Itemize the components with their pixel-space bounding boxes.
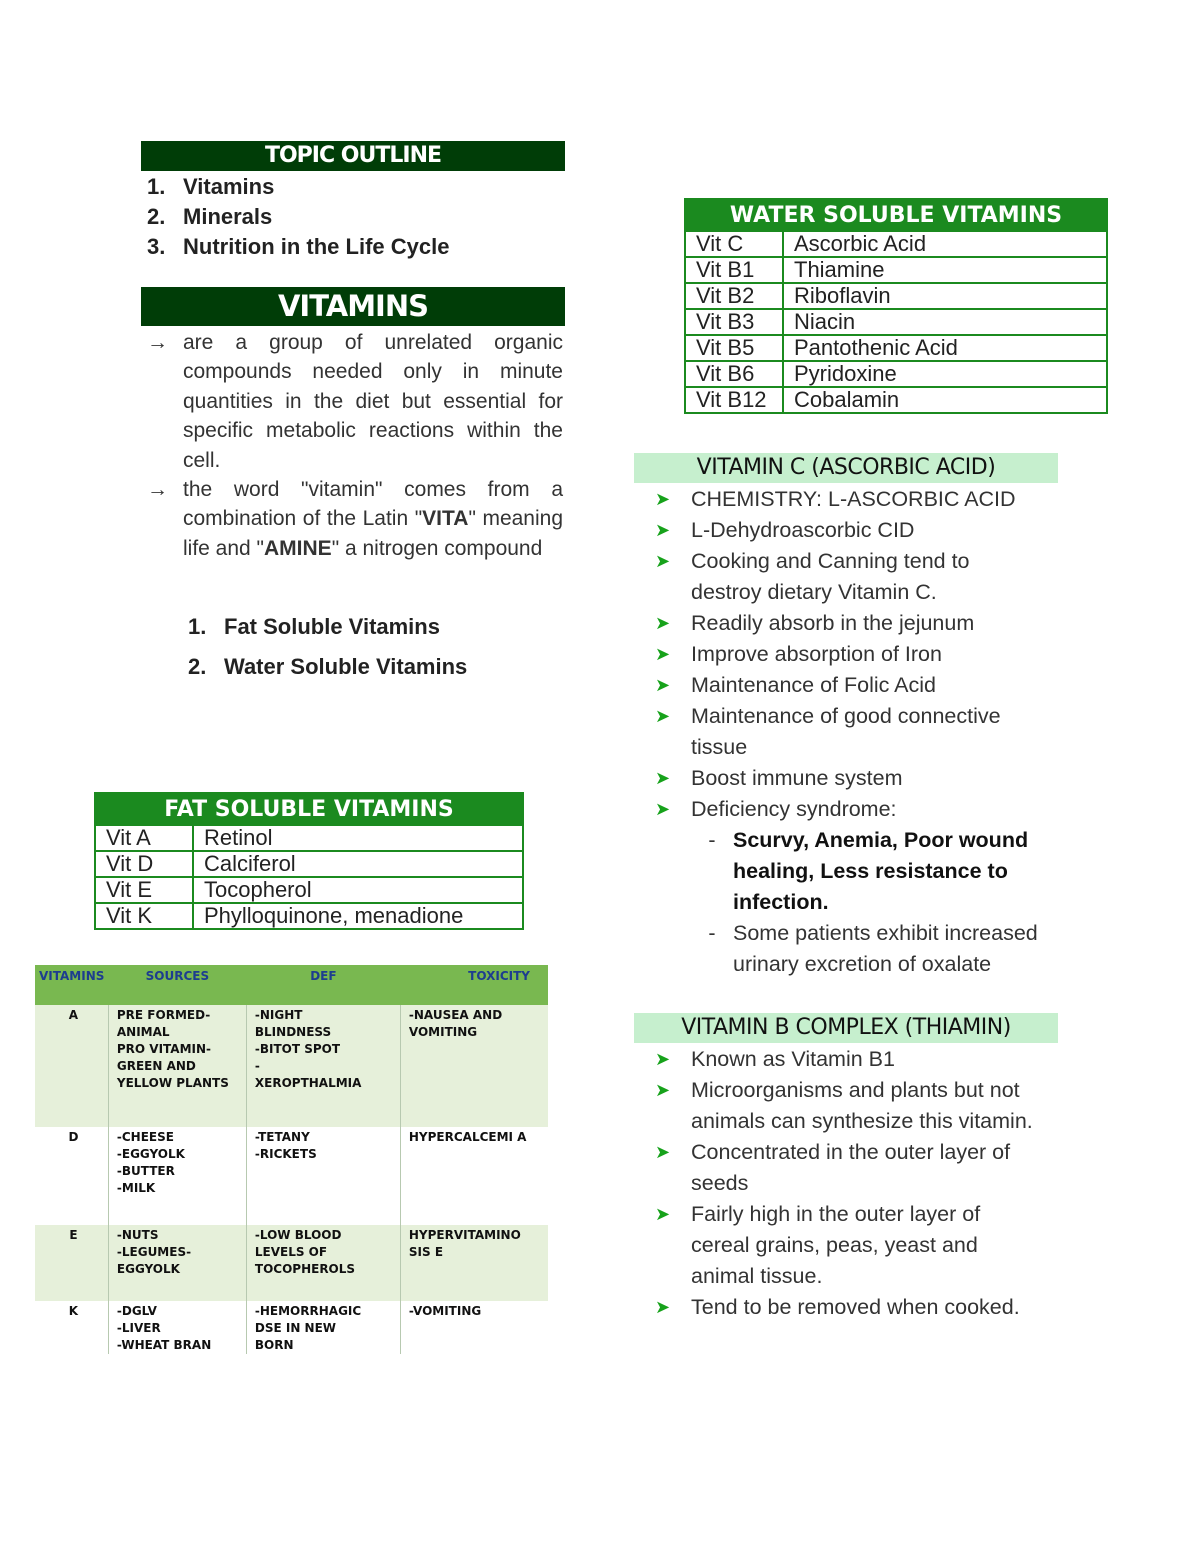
outline-item (147, 232, 567, 262)
chemical-name: Niacin (783, 309, 1107, 335)
chemical-name: Riboflavin (783, 283, 1107, 309)
amine-word: AMINE (264, 536, 332, 560)
list-item (655, 1199, 1035, 1292)
sources-cell: -CHEESE -EGGYOLK -BUTTER -MILK (108, 1127, 246, 1225)
list-item (655, 1137, 1035, 1199)
list-item-text: CHEMISTRY: L-ASCORBIC ACID (691, 487, 1016, 511)
outline-item (147, 202, 567, 232)
table-row (35, 1225, 548, 1301)
chemical-name: Ascorbic Acid (783, 231, 1107, 257)
vitamin-type-item (188, 607, 467, 647)
chevron-right-icon: ➤ (655, 1297, 671, 1317)
vitamins-heading: VITAMINS (141, 287, 565, 326)
list-item (655, 763, 1065, 794)
table-row (685, 361, 1107, 387)
col-header-vitamins: VITAMINS (35, 965, 108, 1005)
type-label: Fat Soluble Vitamins (224, 614, 440, 639)
vitamins-definition-list (147, 328, 563, 563)
chemical-name: Thiamine (783, 257, 1107, 283)
etymology-part: the word "vitamin" comes from a combination of the Latin " (183, 478, 563, 531)
toxicity-cell: HYPERVITAMINO SIS E (400, 1225, 548, 1301)
type-number: 2. (188, 654, 207, 679)
outline-number: 2. (147, 204, 166, 229)
vitamin-name: Vit B12 (685, 387, 783, 413)
chevron-right-icon: ➤ (655, 706, 671, 726)
sublist-text: Some patients exhibit increased urinary excretion of oxalate (733, 921, 1038, 976)
table-row (35, 1127, 548, 1225)
sources-cell: -DGLV -LIVER -WHEAT BRAN (108, 1301, 246, 1354)
table-row (35, 1005, 548, 1127)
fat-soluble-heading: FAT SOLUBLE VITAMINS (95, 793, 523, 825)
dash-bullet: - (708, 921, 716, 945)
vitamin-b-list (655, 1044, 1035, 1323)
chemical-name: Calciferol (193, 851, 523, 877)
vitamin-name: Vit D (95, 851, 193, 877)
toxicity-cell: -NAUSEA AND VOMITING (400, 1005, 548, 1127)
list-item-text: Microorganisms and plants but not animals can synthesize this vitamin. (691, 1078, 1033, 1133)
list-item-text: Cooking and Canning tend to destroy dietary Vitamin C. (691, 549, 970, 604)
list-item-text: Improve absorption of Iron (691, 642, 942, 666)
outline-number: 3. (147, 234, 166, 259)
vitamin-cell: A (35, 1005, 108, 1127)
sublist-item (691, 918, 1065, 980)
deficiency-cell: -LOW BLOOD LEVELS OF TOCOPHEROLS (246, 1225, 400, 1301)
list-item-text: Deficiency syndrome: (691, 797, 897, 821)
chevron-right-icon: ➤ (655, 1204, 671, 1224)
table-row (35, 1301, 548, 1354)
dash-bullet: - (708, 828, 716, 852)
list-item-text: Tend to be removed when cooked. (691, 1295, 1020, 1319)
list-item (655, 794, 1065, 980)
table-row (685, 387, 1107, 413)
list-item (655, 546, 1065, 608)
toxicity-cell: -VOMITING (400, 1301, 548, 1354)
topic-outline-list (147, 172, 567, 262)
list-item-text: Boost immune system (691, 766, 903, 790)
definition-text: are a group of unrelated organic compounds needed only in minute quantities in the diet but essential for specific metabolic reactions within the cell. (183, 331, 563, 472)
chevron-right-icon: ➤ (655, 644, 671, 664)
vitamin-name: Vit B6 (685, 361, 783, 387)
deficiency-block (691, 794, 1065, 980)
sublist-text: Scurvy, Anemia, Poor wound healing, Less resistance to infection. (733, 828, 1029, 914)
vita-word: VITA (422, 507, 469, 531)
chevron-right-icon: ➤ (655, 675, 671, 695)
outline-item (147, 172, 567, 202)
etymology-part: " meaning life and " (183, 507, 563, 560)
outline-label: Vitamins (183, 174, 275, 199)
chemical-name: Pantothenic Acid (783, 335, 1107, 361)
chevron-right-icon: ➤ (655, 489, 671, 509)
chevron-right-icon: ➤ (655, 551, 671, 571)
col-header-def: DEF (246, 965, 400, 1005)
table-row (685, 231, 1107, 257)
table-row (685, 257, 1107, 283)
vitamin-type-item (188, 647, 467, 687)
table-row (685, 309, 1107, 335)
list-item-text: Fairly high in the outer layer of cereal grains, peas, yeast and animal tissue. (691, 1202, 981, 1288)
list-item-text: Concentrated in the outer layer of seeds (691, 1140, 1011, 1195)
list-item-text: Readily absorb in the jejunum (691, 611, 975, 635)
vitamin-name: Vit E (95, 877, 193, 903)
definition-item (147, 328, 563, 475)
vitamin-cell: K (35, 1301, 108, 1354)
type-label: Water Soluble Vitamins (224, 654, 468, 679)
list-item-text: L-Dehydroascorbic CID (691, 518, 915, 542)
list-item (655, 701, 1065, 763)
chevron-right-icon: ➤ (655, 520, 671, 540)
table-row (95, 903, 523, 929)
vitamin-name: Vit B5 (685, 335, 783, 361)
chemical-name: Phylloquinone, menadione (193, 903, 523, 929)
sublist-item (691, 825, 1065, 918)
vitamin-name: Vit C (685, 231, 783, 257)
outline-label: Nutrition in the Life Cycle (183, 234, 450, 259)
list-item-text: Maintenance of good connective tissue (691, 704, 1001, 759)
list-item (655, 639, 1065, 670)
sources-cell: PRE FORMED- ANIMAL PRO VITAMIN- GREEN AND YELLOW PLANTS (108, 1005, 246, 1127)
vitamin-cell: D (35, 1127, 108, 1225)
vitamin-c-heading: VITAMIN C (ASCORBIC ACID) (634, 453, 1058, 483)
type-number: 1. (188, 614, 207, 639)
chevron-right-icon: ➤ (655, 1049, 671, 1069)
list-item (655, 1292, 1035, 1323)
deficiency-sublist (691, 825, 1065, 980)
chemical-name: Tocopherol (193, 877, 523, 903)
table-row (95, 877, 523, 903)
list-item (655, 484, 1065, 515)
chemical-name: Pyridoxine (783, 361, 1107, 387)
chemical-name: Retinol (193, 825, 523, 851)
chevron-right-icon: ➤ (655, 1142, 671, 1162)
chevron-right-icon: ➤ (655, 613, 671, 633)
list-item (655, 515, 1065, 546)
col-header-sources: SOURCES (108, 965, 246, 1005)
vitamin-name: Vit B3 (685, 309, 783, 335)
water-soluble-heading: WATER SOLUBLE VITAMINS (685, 199, 1107, 231)
table-row (95, 851, 523, 877)
list-item (655, 1044, 1035, 1075)
chevron-right-icon: ➤ (655, 768, 671, 788)
outline-label: Minerals (183, 204, 273, 229)
toxicity-cell: HYPERCALCEMI A (400, 1127, 548, 1225)
deficiency-cell: -TETANY -RICKETS (246, 1127, 400, 1225)
water-soluble-table (684, 198, 1108, 414)
table-row (685, 283, 1107, 309)
arrow-icon: → (147, 478, 168, 502)
definition-item (147, 475, 563, 563)
vitamin-name: Vit B2 (685, 283, 783, 309)
vitamin-b-heading: VITAMIN B COMPLEX (THIAMIN) (634, 1013, 1058, 1043)
vitamin-name: Vit B1 (685, 257, 783, 283)
list-item (655, 1075, 1035, 1137)
arrow-icon: → (147, 331, 168, 354)
list-item (655, 608, 1065, 639)
chemical-name: Cobalamin (783, 387, 1107, 413)
chevron-right-icon: ➤ (655, 1080, 671, 1100)
vitamin-c-list (655, 484, 1065, 980)
vitamin-cell: E (35, 1225, 108, 1301)
col-header-toxicity: TOXICITY (400, 965, 548, 1005)
list-item-text: Maintenance of Folic Acid (691, 673, 936, 697)
vitamin-name: Vit A (95, 825, 193, 851)
list-item (655, 670, 1065, 701)
etymology-part: " a nitrogen compound (331, 536, 543, 560)
vitamin-types-list (188, 607, 467, 687)
chevron-right-icon: ➤ (655, 799, 671, 819)
topic-outline-heading: TOPIC OUTLINE (141, 141, 565, 171)
list-item-text: Known as Vitamin B1 (691, 1047, 895, 1071)
deficiency-cell: -NIGHT BLINDNESS -BITOT SPOT - XEROPTHALMIA (246, 1005, 400, 1127)
etymology-text (183, 475, 563, 563)
vitamin-name: Vit K (95, 903, 193, 929)
table-row (95, 825, 523, 851)
outline-number: 1. (147, 174, 166, 199)
sources-cell: -NUTS -LEGUMES- EGGYOLK (108, 1225, 246, 1301)
table-row (685, 335, 1107, 361)
vitamin-sources-table (35, 965, 548, 1354)
fat-soluble-table (94, 792, 524, 930)
deficiency-cell: -HEMORRHAGIC DSE IN NEW BORN (246, 1301, 400, 1354)
